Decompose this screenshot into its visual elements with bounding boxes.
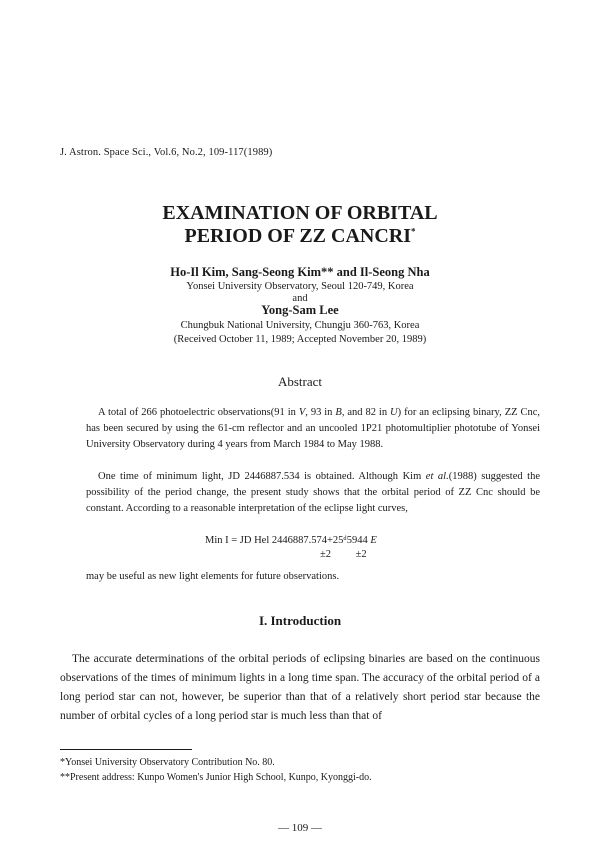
abstract-p2-etal: et al.	[425, 471, 449, 482]
abstract-p1-c: , and 82 in	[341, 407, 391, 418]
introduction-paragraph: The accurate determinations of the orbital periods of eclipsing binaries are based on the continuous observations of the times of minimum lights in a long time span. The accuracy of the orbital period of a long period star can not, however, be superior than that of a relatively short period star because the number of orbital cycles of a long period star is much less than that of	[60, 653, 540, 722]
equation-epoch: E	[370, 535, 377, 546]
journal-citation: J. Astron. Space Sci., Vol.6, No.2, 109-117(1989)	[60, 147, 273, 158]
abstract-p2-b: (1988) suggested the possibility of the period change, the present study shows that the orbital period of ZZ Cnc should be constant. According to a reasonable interpretation of the eclipse light curves,	[86, 471, 540, 514]
abstract-p2-a: One time of minimum light, JD 2446887.534 is obtained. Although Kim	[98, 471, 426, 482]
introduction-heading: I. Introduction	[258, 613, 342, 628]
abstract-p1-v: V	[298, 407, 306, 418]
title-footnote-mark: *	[411, 226, 416, 237]
affiliation-yonsei: Yonsei University Observatory, Seoul 120-749, Korea	[186, 281, 414, 292]
received-dates: (Received October 11, 1989; Accepted November 20, 1989)	[173, 334, 427, 345]
abstract-p1-u: U	[390, 407, 398, 418]
footnote-2: **Present address: Kunpo Women's Junior High School, Kunpo, Kyonggi-do.	[60, 772, 372, 783]
page-number: — 109 —	[278, 822, 322, 834]
abstract-paragraph-2	[86, 469, 540, 517]
author-list-primary: Ho-Il Kim, Sang-Seong Kim** and Il-Seong Nha	[170, 265, 430, 279]
equation-main: Min I = JD Hel 2446887.574+25ᵈ5944	[205, 535, 371, 546]
light-elements-equation	[205, 535, 377, 546]
paper-title-line2-text: PERIOD OF ZZ CANCRI	[184, 225, 411, 247]
abstract-p1-a: A total of 266 photoelectric observations(91 in	[98, 407, 299, 418]
equation-errors: ±2 ±2	[320, 549, 367, 560]
abstract-p1-b: , 93 in	[305, 407, 336, 418]
abstract-p1-bband: B	[335, 407, 342, 418]
paper-title-line2	[0, 224, 600, 248]
abstract-paragraph-3: may be useful as new light elements for future observations.	[86, 571, 340, 582]
affiliation-chungbuk: Chungbuk National University, Chungju 360-763, Korea	[180, 320, 420, 331]
paper-title-line1: EXAMINATION OF ORBITAL	[162, 202, 438, 224]
footnote-divider	[60, 749, 192, 750]
author-list-secondary: Yong-Sam Lee	[261, 303, 339, 317]
abstract-heading: Abstract	[277, 374, 323, 389]
abstract-paragraph-1	[86, 405, 540, 453]
footnote-1: *Yonsei University Observatory Contribution No. 80.	[60, 757, 275, 768]
abstract-p1-d: ) for an eclipsing binary, ZZ Cnc, has been secured by using the 61-cm reflector and an uncooled 1P21 photomultiplier phototube of Yonsei University Observatory during 4 years from March 1984 to May 1988.	[86, 407, 541, 450]
author-conjunction: and	[292, 293, 308, 304]
